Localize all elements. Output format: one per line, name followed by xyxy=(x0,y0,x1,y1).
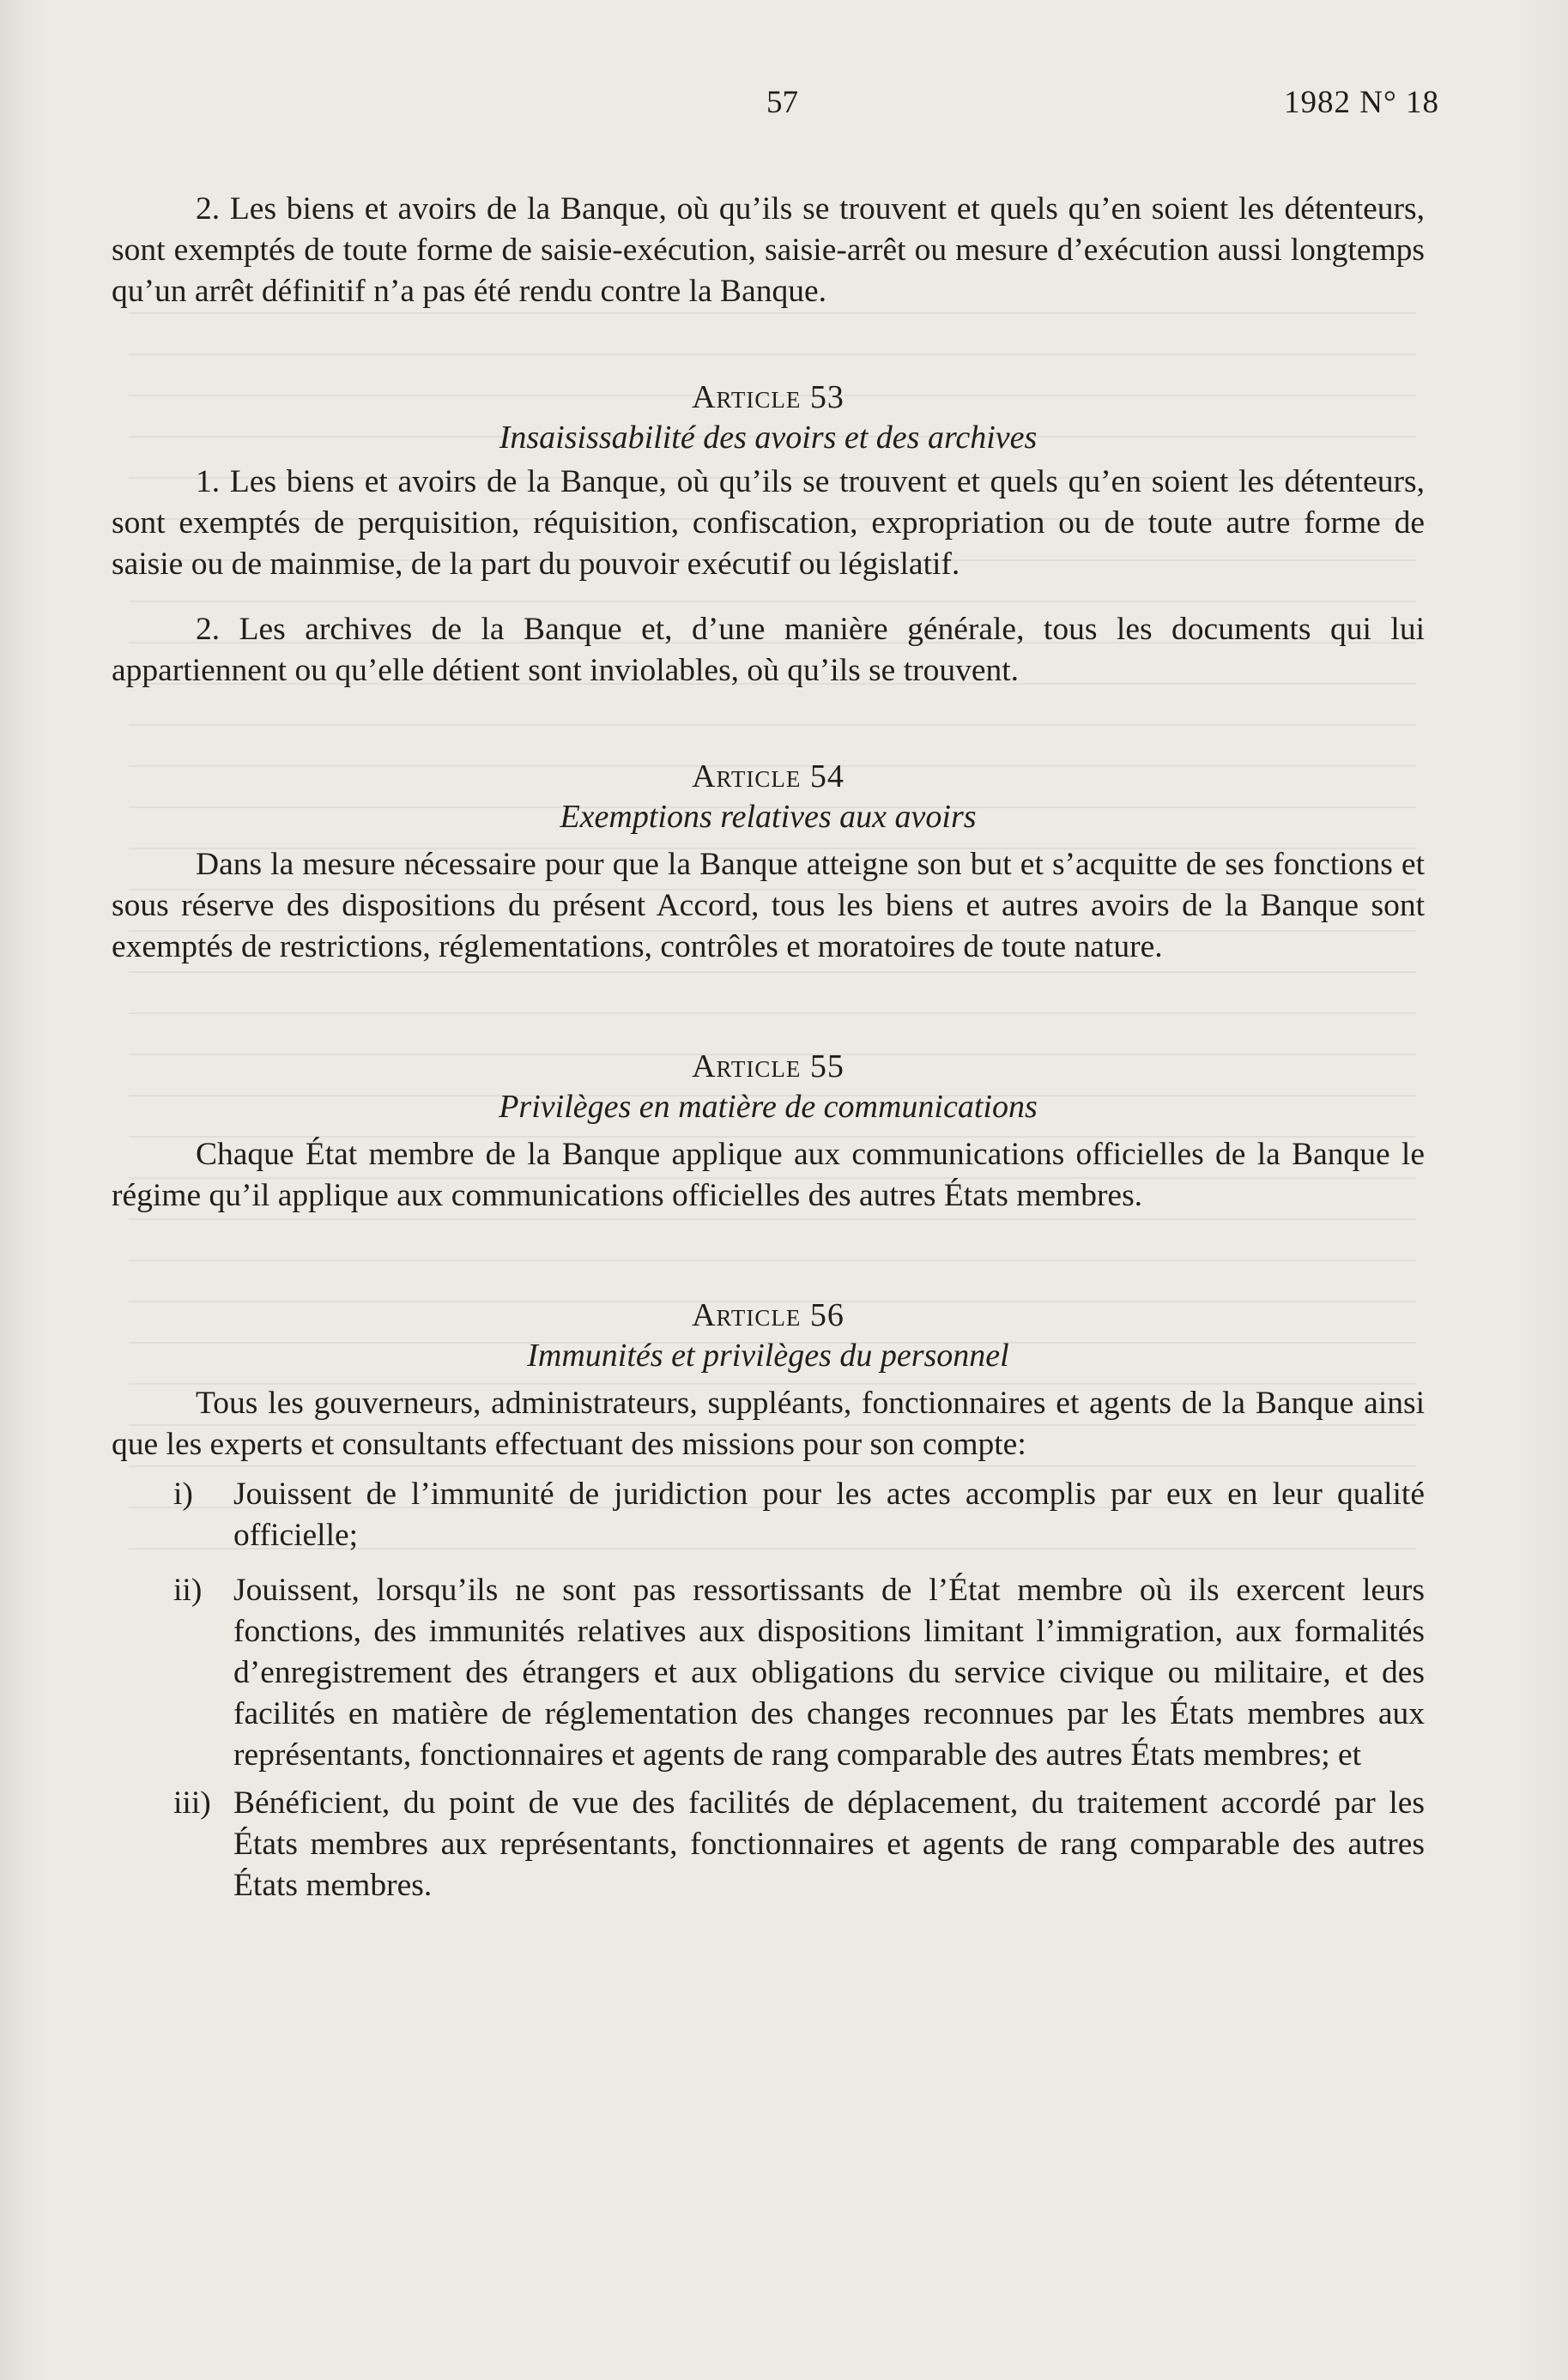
article-paragraph: 1. Les biens et avoirs de la Banque, où qu’ils se trouvent et quels qu’en soient les détenteurs, sont exemptés de perquisition, réquisition, confiscation, expropriation ou de toute autre forme de saisie ou de mainmise, de la part du pouvoir exécutif ou législatif. xyxy=(112,464,1425,582)
list-item-text: Bénéficient, du point de vue des facilités de déplacement, du traitement accordé par les États membres aux représentants, fonctionnaires et agents de rang comparable des autres États membres. xyxy=(233,1785,1425,1903)
article-title: Privilèges en matière de communications xyxy=(499,1089,1038,1125)
list-item-marker: iii) xyxy=(173,1785,211,1821)
article-heading: Article 53 xyxy=(692,379,845,415)
article-54-header xyxy=(112,757,1425,837)
article-53-header xyxy=(112,378,1425,458)
article-heading: Article 55 xyxy=(692,1048,845,1084)
document-reference: 1982 N° 18 xyxy=(1283,85,1439,120)
article-53 xyxy=(112,378,1425,692)
article-title: Immunités et privilèges du personnel xyxy=(527,1338,1009,1374)
document-body xyxy=(112,189,1425,1906)
article-title: Insaisissabilité des avoirs et des archives xyxy=(499,420,1038,456)
list-item xyxy=(173,1570,1425,1776)
article-heading: Article 56 xyxy=(692,1297,845,1333)
page-header xyxy=(0,84,1568,132)
article-paragraph: Chaque État membre de la Banque applique aux communications officielles de la Banque le régime qu’il applique aux communications officielles des autres États membres. xyxy=(112,1137,1425,1213)
page-number: 57 xyxy=(766,85,798,120)
article-55-header xyxy=(112,1047,1425,1127)
article-paragraph: Tous les gouverneurs, administrateurs, suppléants, fonctionnaires et agents de la Banque ainsi que les experts et consultants effectuant des missions pour son compte: xyxy=(112,1386,1425,1462)
article-heading: Article 54 xyxy=(692,758,845,794)
article-55 xyxy=(112,1047,1425,1217)
article-paragraph: Dans la mesure nécessaire pour que la Banque atteigne son but et s’acquitte de ses fonctions et sous réserve des dispositions du présent Accord, tous les biens et autres avoirs de la Banque sont exemptés de restrictions, réglementations, contrôles et moratoires de toute nature. xyxy=(112,847,1425,964)
article-paragraph: 2. Les archives de la Banque et, d’une manière générale, tous les documents qui lui appartiennent ou qu’elle détient sont inviolables, où qu’ils se trouvent. xyxy=(112,612,1425,688)
intro-paragraph: 2. Les biens et avoirs de la Banque, où qu’ils se trouvent et quels qu’en soient les détenteurs, sont exemptés de toute forme de saisie-exécution, saisie-arrêt ou mesure d’exécution aussi longtemps qu’un arrêt définitif n’a pas été rendu contre la Banque. xyxy=(112,191,1425,309)
list-item xyxy=(173,1474,1425,1556)
list-item-marker: i) xyxy=(173,1477,193,1512)
article-54 xyxy=(112,757,1425,968)
article-56-header xyxy=(112,1296,1425,1376)
article-title: Exemptions relatives aux avoirs xyxy=(560,799,977,835)
list-item-marker: ii) xyxy=(173,1573,203,1608)
article-56 xyxy=(112,1296,1425,1906)
list-item-text: Jouissent de l’immunité de juridiction pour les actes accomplis par eux en leur qualité officielle; xyxy=(233,1477,1425,1553)
list-item xyxy=(173,1783,1425,1906)
list-item-text: Jouissent, lorsqu’ils ne sont pas ressortissants de l’État membre où ils exercent leurs fonctions, des immunités relatives aux dispositions limitant l’immigration, aux formalités d’enregistrement des étrangers et aux obligations du service civique ou militaire, et des facilités en matière de réglementation des changes reconnues par les États membres aux représentants, fonctionnaires et agents de rang comparable des autres États membres; et xyxy=(233,1573,1425,1773)
